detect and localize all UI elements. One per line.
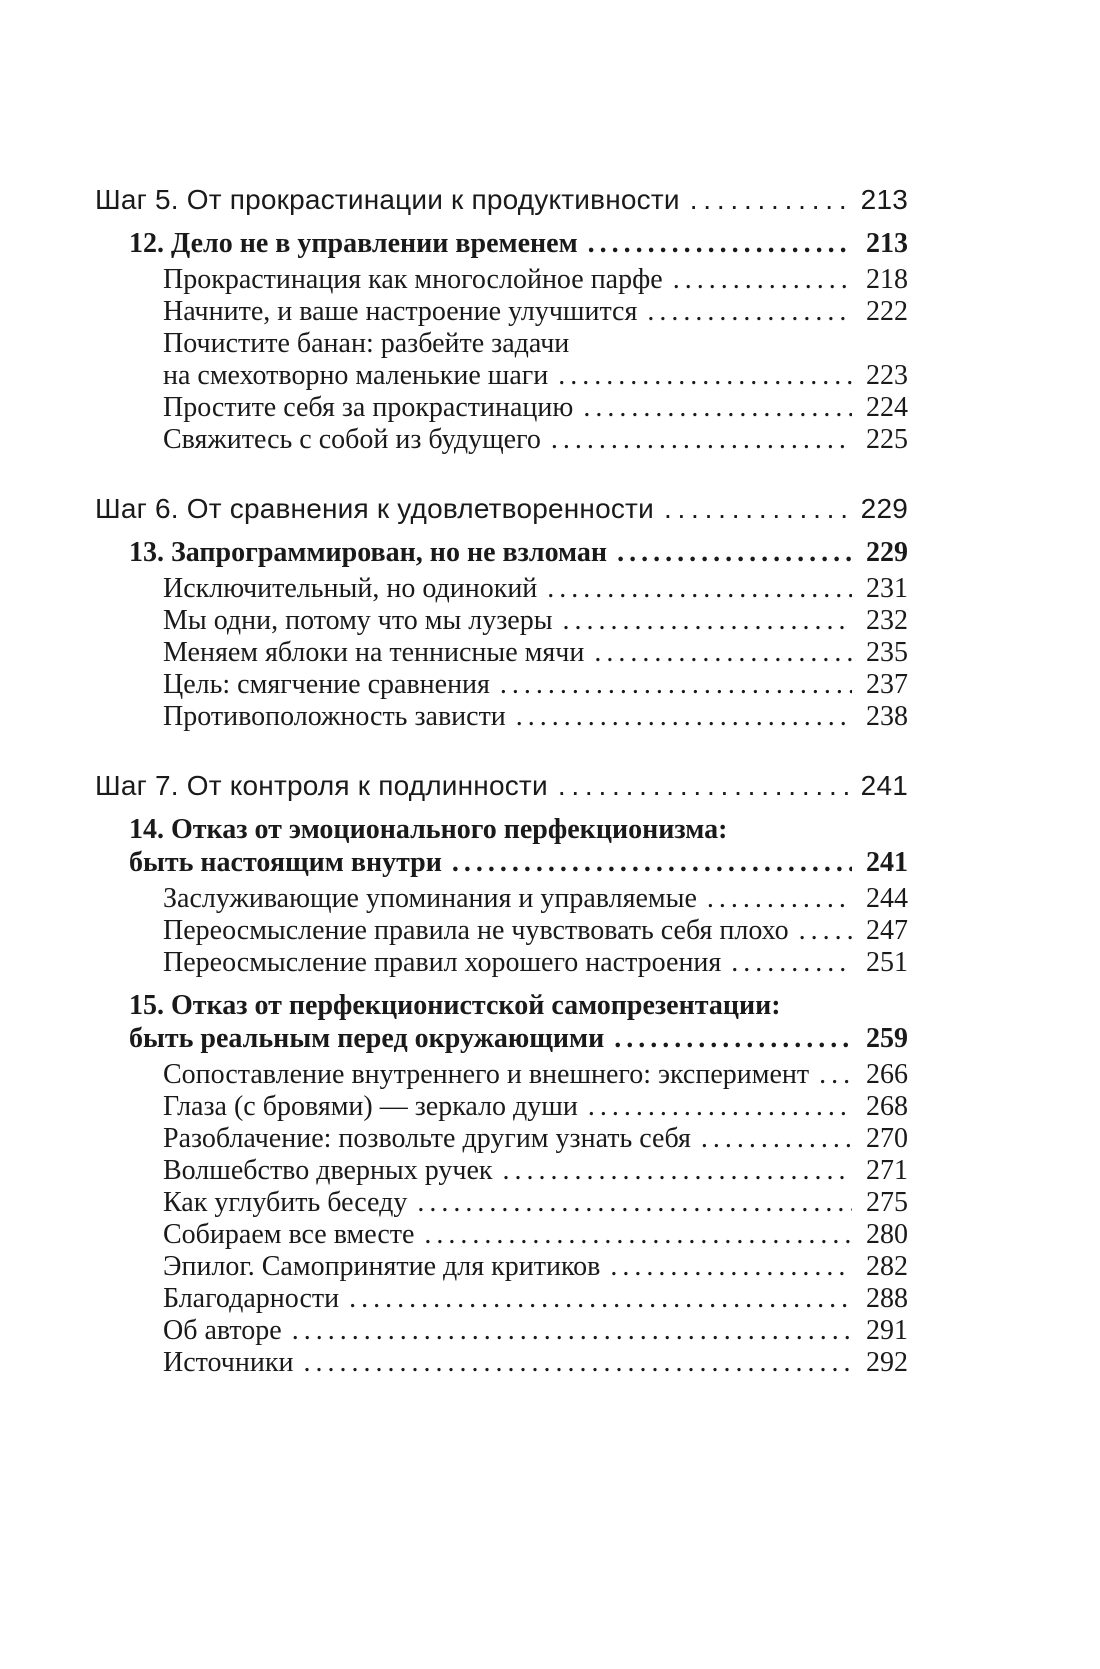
dot-leader <box>701 1123 852 1155</box>
toc-entry-sub <box>163 701 908 733</box>
toc-entry-title: Исключительный, но одинокий <box>163 573 538 604</box>
page-number: 259 <box>866 1023 908 1054</box>
page-number: 225 <box>866 424 908 455</box>
dot-leader <box>588 1091 852 1123</box>
dot-leader <box>707 883 852 915</box>
dot-leader <box>799 915 852 947</box>
toc-entry-title: быть настоящим внутри <box>129 847 442 878</box>
dot-leader <box>303 1347 852 1379</box>
page-number: 270 <box>866 1123 908 1154</box>
dot-leader <box>583 392 852 424</box>
toc-entry-title: 14. Отказ от эмоционального перфекционизма: <box>129 814 728 845</box>
toc-entry-title: Благодарности <box>163 1283 340 1314</box>
toc-entry-title: 13. Запрограммирован, но не взломан <box>129 537 608 568</box>
toc-entry-title: Переосмысление правил хорошего настроения <box>163 947 722 978</box>
page-number: 282 <box>866 1251 908 1282</box>
dot-leader <box>664 492 852 526</box>
dot-leader <box>614 1022 852 1055</box>
toc-entry-sub <box>163 424 908 456</box>
page-number: 222 <box>866 296 908 327</box>
page-number: 223 <box>866 360 908 391</box>
page-number: 247 <box>866 915 908 946</box>
dot-leader <box>516 701 852 733</box>
toc-entry-title: Сопоставление внутреннего и внешнего: эксперимент <box>163 1059 810 1090</box>
page-number: 288 <box>866 1283 908 1314</box>
page-number: 268 <box>866 1091 908 1122</box>
toc-entry-part <box>95 183 908 217</box>
toc-entry-title: Начните, и ваше настроение улучшится <box>163 296 638 327</box>
dot-leader <box>610 1251 852 1283</box>
toc-entry-title: Шаг 5. От прокрастинации к продуктивности <box>95 184 680 215</box>
table-of-contents <box>95 183 908 1379</box>
toc-entry-title: Об авторе <box>163 1315 282 1346</box>
toc-entry-sub <box>163 669 908 701</box>
toc-entry-title: Противоположность зависти <box>163 701 506 732</box>
toc-entry-sub <box>163 1091 908 1123</box>
toc-entry-title: Мы одни, потому что мы лузеры <box>163 605 553 636</box>
toc-entry-title: Шаг 7. От контроля к подлинности <box>95 770 548 801</box>
dot-leader <box>349 1283 852 1315</box>
page-number: 280 <box>866 1219 908 1250</box>
toc-entry-sub <box>163 637 908 669</box>
toc-entry-title: Эпилог. Самопринятие для критиков <box>163 1251 601 1282</box>
page-number: 244 <box>866 883 908 914</box>
toc-entry-sub <box>163 328 908 392</box>
toc-entry-part <box>95 769 908 803</box>
dot-leader <box>424 1219 852 1251</box>
dot-leader <box>558 360 852 392</box>
dot-leader <box>502 1155 852 1187</box>
page-number: 241 <box>866 847 908 878</box>
toc-entry-sub <box>163 392 908 424</box>
dot-leader <box>617 536 852 569</box>
page-number: 229 <box>866 537 908 568</box>
toc-entry-sub <box>163 605 908 637</box>
toc-entry-title: Источники <box>163 1347 294 1378</box>
toc-entry-chapter <box>129 536 908 569</box>
toc-entry-title: Почистите банан: разбейте задачи <box>163 328 570 359</box>
page-number: 218 <box>866 264 908 295</box>
toc-entry-title: на смехотворно маленькие шаги <box>163 360 549 391</box>
dot-leader <box>558 769 852 803</box>
toc-entry-title: Заслуживающие упоминания и управляемые <box>163 883 697 914</box>
toc-entry-sub <box>163 947 908 979</box>
toc-entry-title: Волшебство дверных ручек <box>163 1155 493 1186</box>
dot-leader <box>731 947 852 979</box>
dot-leader <box>690 183 852 217</box>
toc-entry-sub <box>163 1283 908 1315</box>
page-number: 292 <box>866 1347 908 1378</box>
toc-entry-title: Как углубить беседу <box>163 1187 408 1218</box>
page-number: 275 <box>866 1187 908 1218</box>
page-number: 241 <box>860 770 908 801</box>
toc-entry-sub <box>163 1187 908 1219</box>
toc-entry-sub <box>163 573 908 605</box>
page-number: 235 <box>866 637 908 668</box>
dot-leader <box>673 264 852 296</box>
dot-leader <box>547 573 852 605</box>
toc-entry-sub <box>163 1347 908 1379</box>
toc-entry-sub <box>163 1219 908 1251</box>
toc-entry-chapter <box>129 813 908 879</box>
toc-entry-sub <box>163 296 908 328</box>
toc-entry-title: Цель: смягчение сравнения <box>163 669 490 700</box>
toc-entry-title: Переосмысление правила не чувствовать себя плохо <box>163 915 789 946</box>
dot-leader <box>588 227 852 260</box>
page-number: 213 <box>866 228 908 259</box>
dot-leader <box>292 1315 852 1347</box>
toc-entry-chapter <box>129 227 908 260</box>
toc-entry-title: Меняем яблоки на теннисные мячи <box>163 637 585 668</box>
page-number: 229 <box>860 493 908 524</box>
page-number: 238 <box>866 701 908 732</box>
toc-entry-sub <box>163 1155 908 1187</box>
toc-entry-title: Шаг 6. От сравнения к удовлетворенности <box>95 493 654 524</box>
toc-entry-title: Прокрастинация как многослойное парфе <box>163 264 663 295</box>
page-number: 232 <box>866 605 908 636</box>
toc-entry-chapter <box>129 989 908 1055</box>
page-number: 266 <box>866 1059 908 1090</box>
dot-leader <box>500 669 852 701</box>
toc-entry-sub <box>163 1059 908 1091</box>
toc-entry-sub <box>163 264 908 296</box>
toc-entry-title: Собираем все вместе <box>163 1219 415 1250</box>
dot-leader <box>551 424 852 456</box>
toc-entry-part <box>95 492 908 526</box>
page-number: 213 <box>860 184 908 215</box>
toc-entry-title: быть реальным перед окружающими <box>129 1023 605 1054</box>
dot-leader <box>647 296 852 328</box>
toc-entry-sub <box>163 1123 908 1155</box>
toc-entry-title: Глаза (с бровями) — зеркало души <box>163 1091 578 1122</box>
toc-entry-title: Разоблачение: позвольте другим узнать себя <box>163 1123 691 1154</box>
toc-entry-title: 15. Отказ от перфекционистской самопрезентации: <box>129 990 781 1021</box>
page-number: 251 <box>866 947 908 978</box>
page-number: 291 <box>866 1315 908 1346</box>
dot-leader <box>452 846 852 879</box>
page-number: 231 <box>866 573 908 604</box>
toc-entry-title: Свяжитесь с собой из будущего <box>163 424 541 455</box>
page-number: 271 <box>866 1155 908 1186</box>
toc-entry-sub <box>163 915 908 947</box>
toc-entry-sub <box>163 1251 908 1283</box>
toc-entry-title: 12. Дело не в управлении временем <box>129 228 578 259</box>
page-number: 224 <box>866 392 908 423</box>
toc-entry-title: Простите себя за прокрастинацию <box>163 392 574 423</box>
dot-leader <box>417 1187 852 1219</box>
dot-leader <box>819 1059 852 1091</box>
dot-leader <box>563 605 852 637</box>
toc-entry-sub <box>163 883 908 915</box>
page-number: 237 <box>866 669 908 700</box>
toc-entry-sub <box>163 1315 908 1347</box>
dot-leader <box>594 637 852 669</box>
